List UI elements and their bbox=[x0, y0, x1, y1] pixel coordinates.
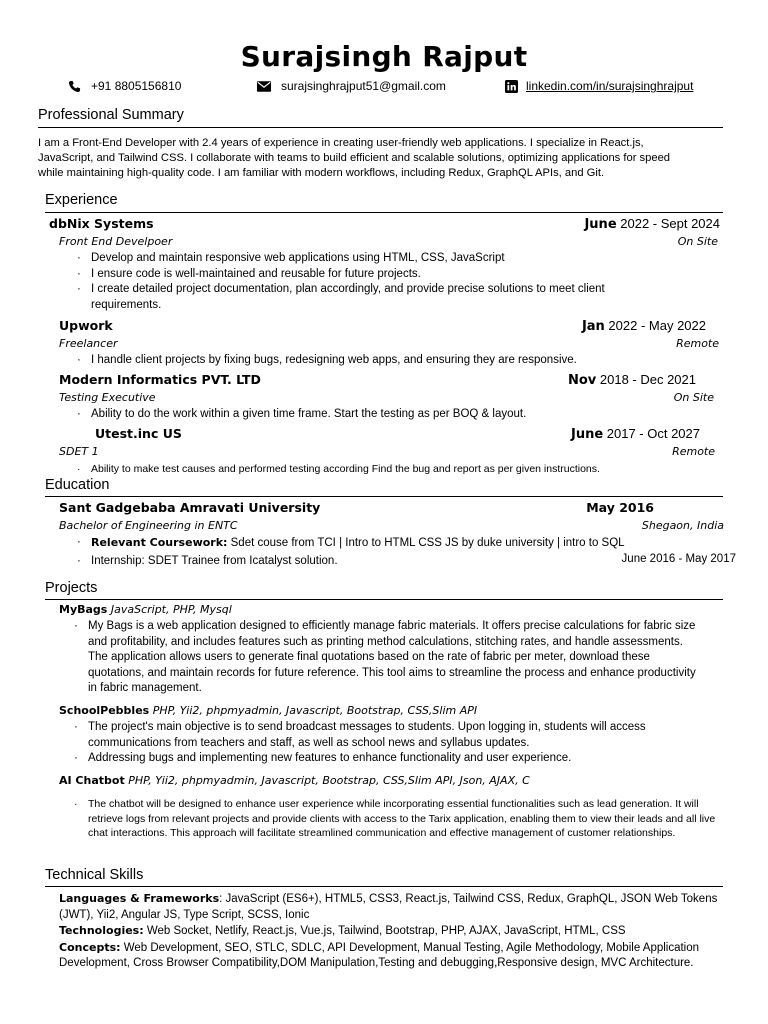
internship-text: Internship: SDET Trainee from Icatalyst solution. bbox=[91, 554, 338, 567]
job-bullets bbox=[77, 462, 747, 477]
date-range: 2017 - Oct 2027 bbox=[603, 426, 700, 441]
email-address: surajsinghrajput51@gmail.com bbox=[281, 79, 446, 93]
summary-divider bbox=[38, 127, 723, 128]
skills-technologies-label: Technologies: bbox=[59, 924, 144, 937]
date-month: Nov bbox=[567, 373, 597, 388]
envelope-icon bbox=[257, 81, 271, 92]
project-stack: PHP, Yii2, phpmyadmin, Javascript, Bootstrap, CSS,Slim API, Json, AJAX, C bbox=[124, 774, 530, 787]
project-name: SchoolPebbles bbox=[59, 704, 150, 717]
job-role: Testing Executive bbox=[59, 391, 156, 404]
date-range: 2018 - Dec 2021 bbox=[596, 372, 696, 387]
linkedin-contact[interactable] bbox=[505, 79, 693, 93]
summary-line: JavaScript, and Tailwind CSS. I collaborate with teams to build efficient and scalable solutions, optimizing applications for speed bbox=[38, 152, 671, 164]
date-range: 2022 - May 2022 bbox=[604, 318, 706, 333]
date-month: June bbox=[584, 217, 617, 232]
linkedin-link[interactable]: linkedin.com/in/surajsinghrajput bbox=[526, 79, 694, 93]
job-location: On Site bbox=[673, 391, 714, 404]
job-role: SDET 1 bbox=[59, 445, 99, 458]
job-bullets bbox=[77, 251, 677, 313]
internship-date: June 2016 - May 2017 bbox=[621, 553, 736, 565]
list-item: · Addressing bugs and implementing new features to enhance functionality and user experience. bbox=[74, 751, 724, 767]
school-location: Shegaon, India bbox=[641, 519, 724, 532]
projects-section-title: Projects bbox=[45, 580, 98, 596]
project-bullets bbox=[74, 619, 704, 697]
skills-languages-text: : JavaScript (ES6+), HTML5, CSS3, React.js, Tailwind CSS, Redux, GraphQL, JSON Web Tokens (JWT), Yii2, Angular JS, Type Script, SCSS, Ionic bbox=[59, 893, 718, 921]
projects-divider bbox=[45, 599, 723, 600]
list-item: · The project's main objective is to send broadcast messages to students. Upon logging in, students will access communications from teachers and staff, as well as school news and syllabus updates. bbox=[74, 720, 724, 751]
skills-divider bbox=[45, 886, 723, 887]
email-contact[interactable] bbox=[257, 79, 446, 93]
list-item: · Ability to make test causes and performed testing according Find the bug and report as per given instructions. bbox=[77, 462, 747, 477]
summary-line: I am a Front-End Developer with 2.4 years of experience in creating user-friendly web applications. I specialize in React.js, bbox=[38, 137, 644, 149]
skills-concepts-label: Concepts: bbox=[59, 940, 121, 954]
company-name: Utest.inc US bbox=[95, 426, 182, 441]
education-section-title: Education bbox=[45, 477, 110, 493]
project-name: AI Chatbot bbox=[59, 774, 125, 787]
summary-line: while maintaining high-quality code. I am familiar with modern workflows, including Redux, GraphQL APIs, and Git. bbox=[38, 167, 605, 179]
linkedin-icon bbox=[505, 80, 518, 93]
skills-languages bbox=[59, 891, 731, 923]
skills-concepts-text: Web Development, SEO, STLC, SDLC, API Development, Manual Testing, Agile Methodology, Mobile Application Development, Cross Browser Compatibility,DOM Manipulation,Testing and debugging,Responsive design, MVC Architecture. bbox=[59, 941, 700, 969]
job-role: Front End Develpoer bbox=[59, 235, 173, 248]
project-bullets bbox=[74, 797, 734, 841]
company-name: Modern Informatics PVT. LTD bbox=[59, 372, 261, 387]
project-title bbox=[59, 774, 530, 787]
employment-dates bbox=[571, 426, 700, 442]
resume-name: Surajsingh Rajput bbox=[240, 40, 528, 73]
project-stack: PHP, Yii2, phpmyadmin, Javascript, Bootstrap, CSS,Slim API bbox=[149, 704, 478, 717]
date-month: Jan bbox=[581, 319, 605, 334]
degree: Bachelor of Engineering in ENTC bbox=[59, 519, 238, 532]
experience-divider bbox=[45, 212, 723, 213]
list-item: · The chatbot will be designed to enhance user experience while incorporating essential functionalities such as lead generation. It will retrieve logs from relevant projects and provide clients with access to the Tarix application, enabling them to view their leads and all live chat interactions. This approach will facilitate streamlined communication and effective management of customer relationships. bbox=[74, 797, 734, 841]
school-name: Sant Gadgebaba Amravati University bbox=[59, 500, 321, 515]
summary-paragraph bbox=[38, 136, 738, 181]
skills-technologies-text: Web Socket, Netlify, React.js, Vue.js, Tailwind, Bootstrap, PHP, AJAX, JavaScript, HTML, CSS bbox=[143, 925, 626, 937]
graduation-date: May 2016 bbox=[586, 500, 654, 515]
job-location: Remote bbox=[676, 337, 719, 350]
list-item: · I ensure code is well-maintained and reusable for future projects. bbox=[77, 267, 677, 283]
list-item: · I create detailed project documentation, plan accordingly, and provide precise solutions to meet client requirements. bbox=[77, 282, 677, 313]
job-bullets bbox=[77, 407, 737, 423]
job-location: On Site bbox=[677, 235, 718, 248]
skills-block bbox=[59, 891, 731, 972]
coursework-label: Relevant Coursework: bbox=[91, 536, 228, 549]
list-item: · Ability to do the work within a given time frame. Start the testing as per BOQ & layout. bbox=[77, 407, 737, 423]
phone-contact bbox=[68, 79, 181, 93]
job-location: Remote bbox=[672, 445, 715, 458]
list-item: · My Bags is a web application designed to efficiently manage fabric materials. It offers precise calculations for fabric size and profitability, and includes features such as printing method calculations, stitching rates, and handle assessments. The application allows users to generate final quotations based on the rate of fabric per meter, download these quotations, and maintain records for future reference. This tool aims to streamline the process and enhance productivity in fabric management. bbox=[74, 619, 704, 697]
skills-concepts bbox=[59, 940, 731, 972]
phone-number: +91 8805156810 bbox=[91, 79, 182, 93]
project-stack: JavaScript, PHP, Mysql bbox=[107, 603, 232, 616]
project-name: MyBags bbox=[59, 603, 108, 616]
list-item: · Develop and maintain responsive web applications using HTML, CSS, JavaScript bbox=[77, 251, 677, 267]
employment-dates bbox=[584, 216, 720, 232]
phone-icon bbox=[68, 80, 81, 93]
job-bullets bbox=[77, 353, 737, 369]
list-item: · I handle client projects by fixing bugs, redesigning web apps, and ensuring they are responsive. bbox=[77, 353, 737, 369]
date-range: 2022 - Sept 2024 bbox=[616, 216, 720, 231]
education-divider bbox=[45, 496, 723, 497]
employment-dates bbox=[582, 318, 706, 334]
project-bullets bbox=[74, 720, 724, 767]
summary-section-title: Professional Summary bbox=[38, 107, 184, 123]
company-name: Upwork bbox=[59, 318, 113, 333]
job-role: Freelancer bbox=[59, 337, 118, 350]
project-title bbox=[59, 603, 232, 616]
coursework-text: Sdet couse from TCI | Intro to HTML CSS JS by duke university | intro to SQL bbox=[227, 537, 625, 549]
experience-section-title: Experience bbox=[45, 192, 118, 208]
skills-languages-label: Languages & Frameworks bbox=[59, 892, 220, 905]
employment-dates bbox=[568, 372, 696, 388]
date-month: June bbox=[570, 427, 604, 442]
skills-section-title: Technical Skills bbox=[45, 867, 144, 883]
project-title bbox=[59, 704, 477, 717]
list-item bbox=[77, 535, 737, 552]
skills-technologies bbox=[59, 923, 731, 940]
company-name: dbNix Systems bbox=[49, 216, 154, 231]
